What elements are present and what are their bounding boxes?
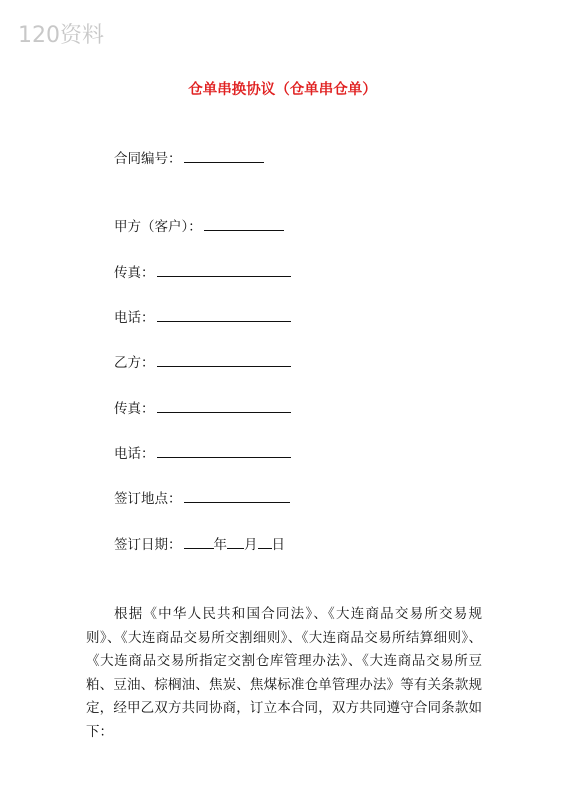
watermark: 120资料: [18, 23, 104, 48]
fax-b-label: 传真：: [114, 401, 155, 417]
preamble-paragraph: 根据《中华人民共和国合同法》、《大连商品交易所交易规则》、《大连商品交易所交割细则》、《大连商品交易所结算细则》、《大连商品交易所指定交割仓库管理办法》、《大连商品交易所豆粕、豆油、棕榈油、焦炭、焦煤标准仓单管理办法》等有关条款规定，经甲乙双方共同协商，订立本合同，双方共同遵守合同条款如下：: [86, 606, 482, 740]
phone-a-field: [114, 307, 291, 327]
contract-number-blank[interactable]: [184, 148, 264, 163]
phone-a-blank[interactable]: [157, 307, 291, 322]
contract-number-label: 合同编号：: [114, 151, 182, 167]
party-a-blank[interactable]: [204, 216, 284, 231]
phone-b-label: 电话：: [114, 446, 155, 462]
party-a-field: [114, 216, 284, 236]
party-b-label: 乙方：: [114, 355, 155, 371]
document-title: 仓单串换协议（仓单串仓单）: [188, 81, 377, 98]
sign-place-blank[interactable]: [184, 488, 290, 503]
phone-b-field: [114, 443, 291, 463]
party-a-label: 甲方（客户）：: [114, 219, 202, 235]
year-label: 年: [213, 537, 227, 553]
fax-a-blank[interactable]: [157, 262, 291, 277]
month-label: 月: [244, 537, 258, 553]
party-b-blank[interactable]: [157, 352, 291, 367]
phone-b-blank[interactable]: [157, 443, 291, 458]
sign-date-field: [114, 534, 285, 554]
sign-place-label: 签订地点：: [114, 491, 182, 507]
month-blank[interactable]: [227, 534, 244, 549]
day-label: 日: [271, 537, 285, 553]
sign-date-label: 签订日期：: [114, 537, 182, 553]
day-blank[interactable]: [258, 534, 272, 549]
contract-number-field: [114, 148, 264, 168]
fax-b-field: [114, 398, 291, 418]
year-blank[interactable]: [184, 534, 214, 549]
fax-a-field: [114, 262, 291, 282]
fax-b-blank[interactable]: [157, 398, 291, 413]
party-b-field: [114, 352, 291, 372]
fax-a-label: 传真：: [114, 265, 155, 281]
sign-place-field: [114, 488, 290, 508]
phone-a-label: 电话：: [114, 310, 155, 326]
